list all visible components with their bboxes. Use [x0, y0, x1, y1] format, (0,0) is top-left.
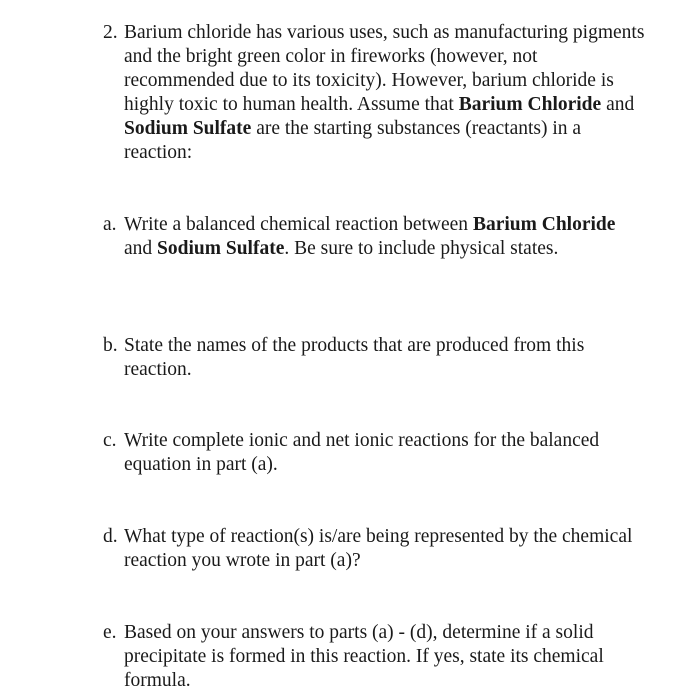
part-a-bold-1: Barium Chloride [472, 214, 616, 235]
part-a-text-3: . Be sure to include physical states. [284, 238, 559, 259]
part-b [103, 334, 648, 382]
part-e [103, 621, 648, 693]
part-b-text: State the names of the products that are produced from this reaction. [124, 335, 585, 380]
part-a-label: a. [103, 214, 117, 235]
part-a [103, 213, 648, 261]
part-c-text: Write complete ionic and net ionic reactions for the balanced equation in part (a). [124, 430, 600, 475]
question-number: 2. [103, 22, 118, 43]
part-a-text-1: Write a balanced chemical reaction between [124, 214, 473, 235]
question-text-part-1: Barium chloride has various uses, such as manufacturing pigments and the bright green color in fireworks (however, not recommended due to its toxicity). However, barium chloride is highly toxic to human health. Assume that [124, 22, 645, 115]
part-c-label: c. [103, 430, 117, 451]
question-text [124, 21, 648, 165]
part-a-text-2: and [124, 238, 158, 259]
part-b-label: b. [103, 335, 118, 356]
question-bold-reactant-1: Barium Chloride [458, 94, 602, 115]
question-bold-reactant-2: Sodium Sulfate [124, 118, 252, 139]
question-2 [103, 21, 648, 165]
part-d-label: d. [103, 526, 118, 547]
part-e-text: Based on your answers to parts (a) - (d), determine if a solid precipitate is formed in this reaction. If yes, state its chemical formula. [124, 622, 604, 691]
question-text-part-2: and [601, 94, 635, 115]
part-a-text [124, 213, 648, 261]
part-c [103, 429, 648, 477]
part-d-text: What type of reaction(s) is/are being represented by the chemical reaction you wrote in part (a)? [124, 526, 633, 571]
question-text-part-3: are the starting substances (reactants) in a reaction: [124, 118, 582, 163]
part-a-bold-2: Sodium Sulfate [157, 238, 285, 259]
part-d [103, 525, 648, 573]
part-e-label: e. [103, 622, 117, 643]
